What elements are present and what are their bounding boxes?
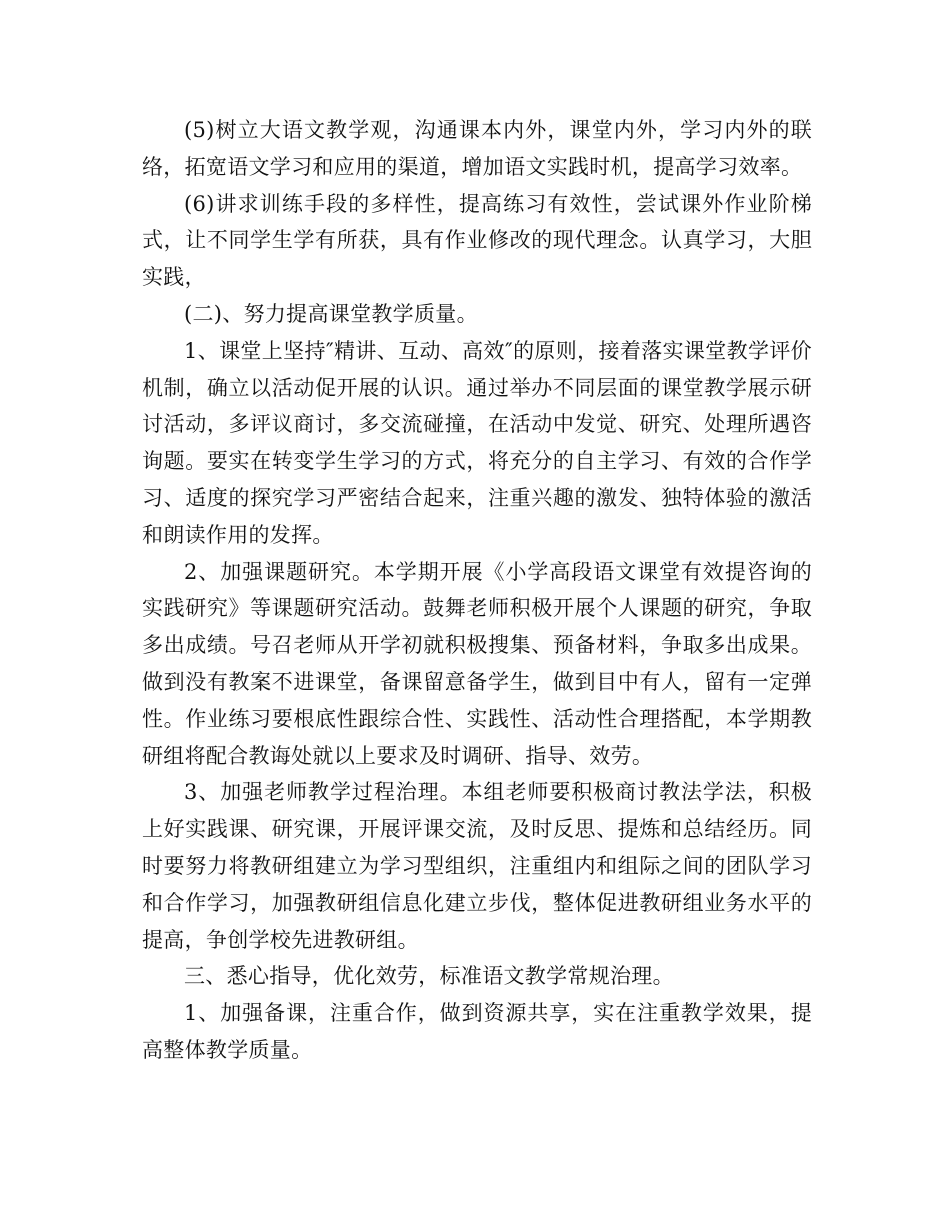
paragraph-1-lesson-preparation: 1、加强备课，注重合作，做到资源共享，实在注重教学效果，提高整体教学质量。 [142, 1001, 812, 1062]
paragraph-3-teaching-process: 3、加强老师教学过程治理。本组老师要积极商讨教法学法，积极上好实践课、研究课，开展评课交流，及时反思、提炼和总结经历。同时要努力将教研组建立为学习型组织，注重组内和组际之间的团队学习和合作学习，加强教研组信息化建立步伐，整体促进教研组业务水平的提高，争创学校先进教研组。 [142, 780, 812, 952]
paragraph-2-topic-research: 2、加强课题研究。本学期开展《小学高段语文课堂有效提咨询的实践研究》等课题研究活动。鼓舞老师积极开展个人课题的研究，争取多出成绩。号召老师从开学初就积极搜集、预备材料，争取多出成果。做到没有教案不进课堂，备课留意备学生，做到目中有人，留有一定弹性。作业练习要根底性跟综合性、实践性、活动性合理搭配，本学期教研组将配合教诲处就以上要求及时调研、指导、效劳。 [142, 559, 812, 768]
paragraph-5-broad-chinese-view: (5)树立大语文教学观，沟通课本内外，课堂内外，学习内外的联络，拓宽语文学习和应用的渠道，增加语文实践时机，提高学习效率。 [142, 118, 812, 179]
section-heading-routine-management: 三、悉心指导，优化效劳，标准语文教学常规治理。 [184, 964, 674, 989]
document-page [142, 112, 812, 1069]
section-heading-classroom-quality: (二)、努力提高课堂教学质量。 [184, 301, 478, 326]
paragraph-1-classroom-principles: 1、课堂上坚持″精讲、互动、高效″的原则，接着落实课堂教学评价机制，确立以活动促开展的认识。通过举办不同层面的课堂教学展示研讨活动，多评议商讨，多交流碰撞，在活动中发觉、研究、处理所遇咨询题。要实在转变学生学习的方式，将充分的自主学习、有效的合作学习、适度的探究学习严密结合起来，注重兴趣的激发、独特体验的激活和朗读作用的发挥。 [142, 338, 812, 547]
paragraph-6-training-methods: (6)讲求训练手段的多样性，提高练习有效性，尝试课外作业阶梯式，让不同学生学有所获，具有作业修改的现代理念。认真学习，大胆实践， [142, 191, 812, 290]
